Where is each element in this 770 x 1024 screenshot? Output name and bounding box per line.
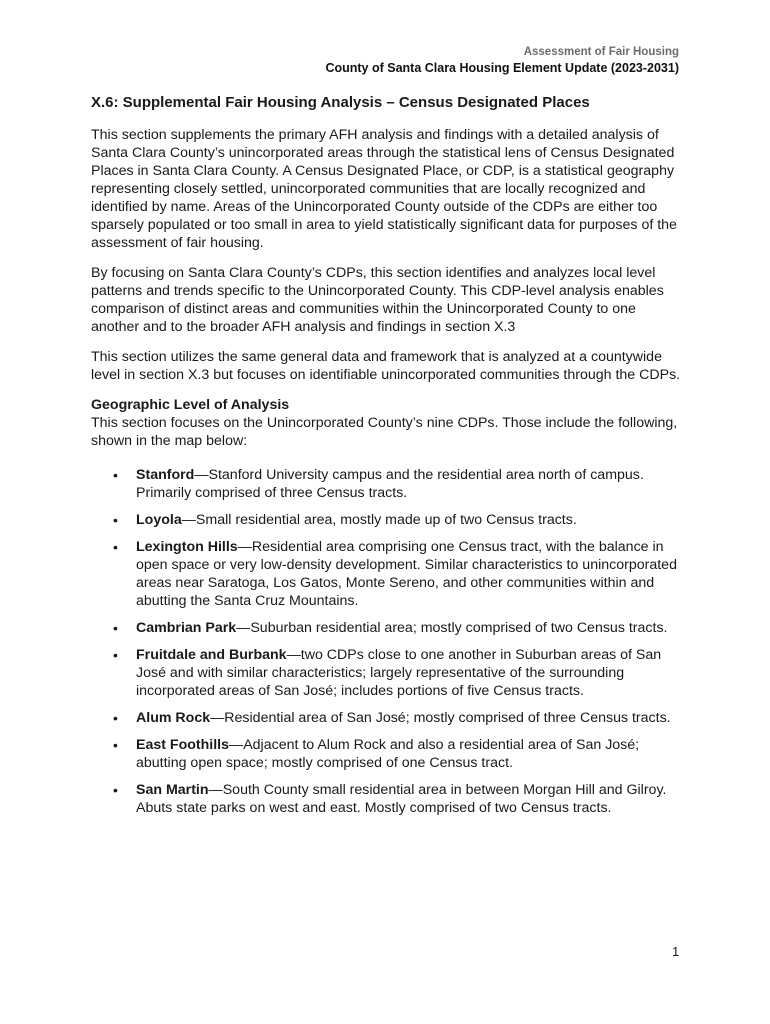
bullet-icon: • [113,512,118,528]
page-header [325,44,679,77]
geographic-level-intro: This section focuses on the Unincorporated County’s nine CDPs. Those include the following, shown in the map below: [91,415,678,449]
paragraph-intro: This section supplements the primary AFH analysis and findings with a detailed analysis of Santa Clara County’s unincorporated areas through the statistical lens of Census Designated Places in Santa Clara County. A Census Designated Place, or CDP, is a statistical geography representing closely settled, unincorporated communities that are locally recognized and identified by name. Areas of the Unincorporated County outside of the CDPs are either too sparsely populated or too small in area to yield statistically significant data for purposes of the assessment of fair housing. [91,127,677,251]
cdp-name: Fruitdale and Burbank [136,647,287,663]
page-number: 1 [672,944,680,959]
document-body [91,93,685,826]
cdp-description: —Residential area comprising one Census tract, with the balance in open space or very low-density development. Similar characteristics to unincorporated areas near Saratoga, Los Gatos, Monte Sereno, and other communities within and abutting the Santa Cruz Mountains. [136,539,677,609]
cdp-name: Alum Rock [136,710,211,726]
geographic-level-heading: Geographic Level of Analysis [91,397,290,413]
bullet-icon: • [113,647,118,663]
bullet-icon: • [113,782,118,798]
list-item [91,646,685,700]
cdp-name: Loyola [136,512,182,528]
cdp-list [91,466,685,817]
bullet-icon: • [113,620,118,636]
list-item [91,781,685,817]
list-item [91,736,685,772]
cdp-description: —Adjacent to Alum Rock and also a residential area of San José; abutting open space; mostly comprised of one Census tract. [136,737,640,771]
list-item [91,511,685,529]
list-item [91,466,685,502]
bullet-icon: • [113,539,118,555]
cdp-description: —Small residential area, mostly made up of two Census tracts. [181,512,577,528]
paragraph-focus: By focusing on Santa Clara County’s CDPs, this section identifies and analyzes local level patterns and trends specific to the Unincorporated County. This CDP-level analysis enables comparison of distinct areas and communities within the Unincorporated County to one another and to the broader AFH analysis and findings in section X.3 [91,265,664,335]
cdp-description: —South County small residential area in between Morgan Hill and Gilroy. Abuts state parks on west and east. Mostly comprised of two Census tracts. [136,782,667,816]
cdp-name: Stanford [136,467,195,483]
list-item [91,709,685,727]
cdp-name: Cambrian Park [136,620,237,636]
cdp-name: East Foothills [136,737,230,753]
cdp-description: —two CDPs close to one another in Suburban areas of San José and with similar characteristics; largely representative of the surrounding incorporated areas of San José; includes portions of five Census tracts. [136,647,662,699]
cdp-description: —Suburban residential area; mostly comprised of two Census tracts. [236,620,668,636]
cdp-name: San Martin [136,782,209,798]
paragraph-framework: This section utilizes the same general data and framework that is analyzed at a countywide level in section X.3 but focuses on identifiable unincorporated communities through the CDPs. [91,349,681,383]
header-report-title: Assessment of Fair Housing [523,46,679,58]
list-item [91,619,685,637]
bullet-icon: • [113,737,118,753]
bullet-icon: • [113,710,118,726]
section-title: X.6: Supplemental Fair Housing Analysis – Census Designated Places [91,94,590,111]
header-document-title: County of Santa Clara Housing Element Update (2023-2031) [325,61,679,75]
list-item [91,538,685,610]
cdp-name: Lexington Hills [136,539,238,555]
bullet-icon: • [113,467,118,483]
cdp-description: —Stanford University campus and the residential area north of campus. Primarily comprised of three Census tracts. [136,467,644,501]
cdp-description: —Residential area of San José; mostly comprised of three Census tracts. [210,710,671,726]
